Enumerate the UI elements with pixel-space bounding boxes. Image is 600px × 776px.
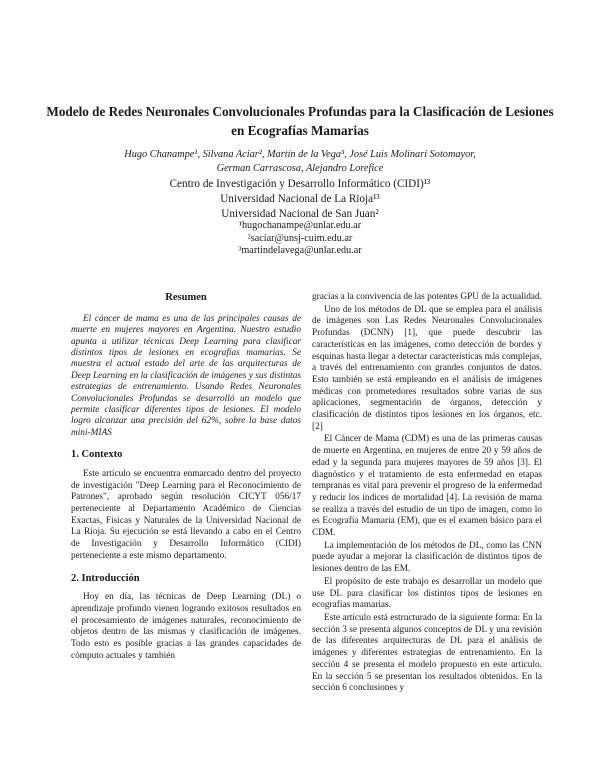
paper-title: Modelo de Redes Neuronales Convolucionales Profundas para la Clasificación de Lesiones en Ecografías Mamarias (46, 104, 554, 138)
right-paragraph-0: gracias a la convivencia de las potentes GPU de la actualidad. (312, 292, 543, 302)
left-column (71, 292, 301, 662)
abstract (71, 314, 301, 439)
affiliations (40, 177, 560, 222)
affiliation-1: Centro de Investigación y Desarrollo Informático (CIDI)¹³ (169, 178, 431, 190)
right-paragraph-2: El Cáncer de Mama (CDM) es una de las primeras causas de muerte en Argentina, en mujeres de entre 20 y 59 años de edad y la segunda para mujeres mayores de 59 años [3]. El diagnóstico y el tratamiento de esta enfermedad en etapas tempranas es vital para prevenir el progreso de la enfermedad y reducir los índices de mortalidad [4]. La revisión de mama se realiza a través del estudio de un tipo de imagen, como lo es Ecografía Mamaria (EM), que es el examen básico para el CDM. (312, 434, 542, 539)
section-1-text: Este artículo se encuentra enmarcado dentro del proyecto de investigación "Deep Learning para el Reconocimiento de Patrones", aprobado según resolución CICYT 056/17 perteneciente al Departamento Académico de Ciencias Exactas, Físicas y Naturales de la Universidad Nacional de La Rioja. Su ejecución se está llevando a cabo en el Centro de Investigación y Desarrollo Informático (CIDI) perteneciente a este mismo departamento. (71, 468, 301, 561)
email-2: ²saciar@unsj-cuim.edu.ar (247, 232, 353, 244)
abstract-text: El cáncer de mama es una de las principales causas de muerte en mujeres mayores en Argentina. Nuestro estudio apunta a utilizar técnicas Deep Learning para clasificar distintos tipos de lesiones en ecografías mamarias. Se muestra el actual estado del arte de las arquitecturas de Deep Learning en la clasificación de imágenes y sus distintas estrategias de entrenamiento. Usando Redes Neuronales Convolucionales Profundas se desarrolló un modelo que permite clasificar diferentes tipos de lesiones. El modelo logro alcanzar una precisión del 62%, sobre la base datos mini-MIAS (71, 313, 301, 438)
section-1-heading: 1. Contexto (71, 449, 123, 461)
section-2-paragraph-1: Hoy en día, las técnicas de Deep Learning (DL) o aprendizaje profundo vienen logrando exitosos resultados en el procesamiento de imágenes naturales, reconocimiento de objetos dentro de las mismas y clasificación de imágenes. Todo esto es posible gracias a las grandes capacidades de cómputo actuales y también (71, 592, 301, 661)
abstract-heading: Resumen (165, 292, 207, 303)
email-3: ³martindelavega@unlar.edu.ar (238, 245, 362, 257)
email-1: ¹hugochanampe@unlar.edu.ar (238, 220, 362, 231)
section-2-heading: 2. Introducción (71, 572, 140, 584)
affiliation-3: Universidad Nacional de San Juan² (221, 208, 379, 220)
email-list (40, 220, 560, 258)
author-line-2: German Carrascosa, Alejandro Lorefice (216, 162, 384, 174)
right-column (312, 292, 542, 695)
author-line-1: Hugo Chanampe¹, Silvana Aciar², Martín de la Vega³, José Luis Molinari Sotomayor, (124, 149, 476, 160)
right-paragraph-4: El propósito de este trabajo es desarrollar un modelo que use DL para clasificar los distintos tipos de lesiones en ecografías mamarias. (312, 576, 542, 611)
author-list (40, 148, 560, 175)
right-paragraph-1: Uno de los métodos de DL que se emplea para el análisis de imágenes son Las Redes Neuronales Convolucionales Profundas (DCNN) [1], que puede descubrir las características en las imágenes, como detección de bordes y esquinas hasta llegar a detectar características más complejas, a través del entrenamiento con grandes conjuntos de datos. Esto también se está empleando en el análisis de imágenes médicas con prometedores resultados sobre varias de sus aplicaciones, segmentación de órganos, detección y clasificación de distintos tipos lesiones en los órganos, etc. [2] (312, 304, 542, 432)
right-paragraph-5: Este artículo está estructurado de la siguiente forma: En la sección 3 se presenta algunos conceptos de DL y una revisión de las diferentes arquitecturas de DL para el análisis de imágenes y diferentes estrategias de entrenamiento. En la sección 4 se presenta el modelo propuesto en este artículo. En la sección 5 se presentan los resultados obtenidos. En la sección 6 conclusiones y (312, 612, 542, 694)
right-paragraph-3: La implementación de los métodos de DL, como las CNN puede ayudar a mejorar la clasificación de distintos tipos de lesiones dentro de las EM. (312, 540, 542, 575)
affiliation-2: Universidad Nacional de La Rioja¹³ (220, 193, 380, 205)
